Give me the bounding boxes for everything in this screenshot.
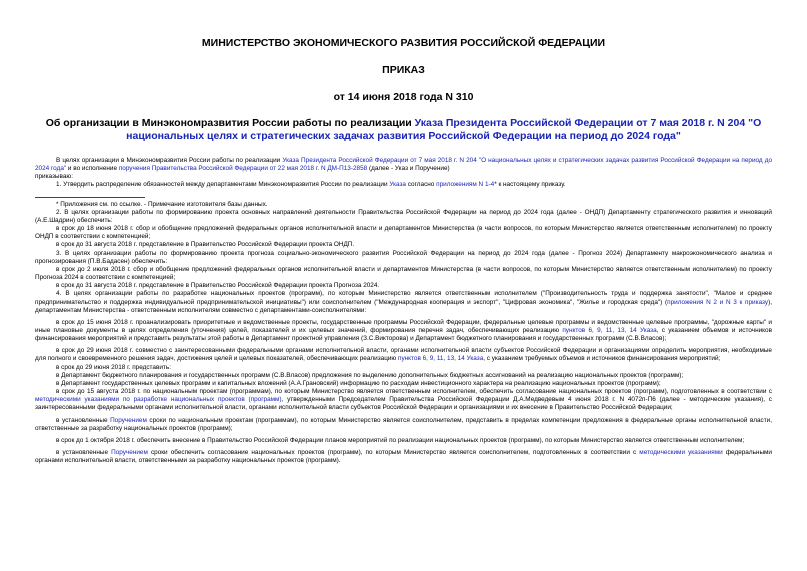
ukaz-points-link[interactable]: пунктов 6, 9, 11, 13, 14 Указа bbox=[398, 355, 484, 363]
footnote: * Приложения см. по ссылке. - Примечание изготовителя базы данных. bbox=[56, 200, 268, 208]
poruchenie-link[interactable]: Поручением bbox=[110, 416, 147, 424]
item-4-text: в установленные bbox=[56, 416, 111, 424]
ukaz-points-link[interactable]: пунктов 6, 9, 11, 13, 14 Указа bbox=[562, 326, 657, 334]
item-1 bbox=[35, 181, 772, 189]
item-4-jun29b-1: в Департамент бюджетного планирования и государственных программ (С.В.Власов) предложения по выделению дополнительных бюджетных ассигнований на реализацию национальных проектов (программ); bbox=[56, 371, 684, 379]
item-4-text: федеральными органами исполнительной власти, ответственными за разработку национальных проектов (программ). bbox=[35, 449, 773, 465]
item-2: 2. В целях организации работы по формированию проекта основных направлений деятельности Правительства Российской Федерации на период до 2024 года (далее - ОНДП) Департаменту стратегического развития и инноваций (А.Е.Шадрин) обеспечить: bbox=[35, 208, 772, 224]
item-4-text: , утвержденными Председателем Правительства Российской Федерации Д.А.Медведевым 4 июня 2018 г. N 4072п-П6 (далее - методические указания), с заинтересованными федеральными органами исполнительной власти, органами исполнительной власти субъектов Российской Федерации и организациями и их внесение в Правительство Российской Федерации; bbox=[35, 396, 772, 412]
ministry-name: МИНИСТЕРСТВО ЭКОНОМИЧЕСКОГО РАЗВИТИЯ РОССИЙСКОЙ ФЕДЕРАЦИИ bbox=[201, 37, 606, 49]
poruchenie-link[interactable]: поручения Правительства Российской Федерации от 22 мая 2018 г. N ДМ-П13-2858 bbox=[118, 165, 368, 173]
item-4-text: в срок до 29 июня 2018 г. совместно с заинтересованными федеральными органами исполнительной власти, органами исполнительной власти субъектов Российской Федерации и организациями определить мероприятия, необходимые для полного и своевременного решения задач, достижения целей и целевых показателей, обеспечивающих реализацию bbox=[35, 347, 772, 363]
item-4-jun15 bbox=[35, 319, 772, 343]
method-guidelines-link[interactable]: методическими указаниями по разработке национальных проектов (программ) bbox=[35, 396, 282, 404]
item-3-a: в срок до 2 июля 2018 г. сбор и обобщение предложений федеральных органов исполнительной власти и департаментов Министерства (в части вопросов, по которым Министерство является ответственным исполнителем) по проекту Прогноза 2024 в соответствии с компетенцией; bbox=[35, 265, 772, 282]
appendix-link[interactable]: приложения N 2 и N 3 к приказу bbox=[667, 298, 769, 306]
item-3: 3. В целях организации работы по формированию проекта прогноза социально-экономического развития Российской Федерации на период до 2024 года (далее - Прогноз 2024) Департаменту макроэкономического анализа и прогнозирования (П.В.Бадасен) обеспечить: bbox=[35, 249, 772, 265]
item-4-poruchenie-2 bbox=[35, 449, 772, 465]
item-4-text: , с указанием требуемых объемов и источников финансирования мероприятий; bbox=[483, 355, 721, 363]
item-4-text: 4. В целях организации работы по разработке национальных проектов (программ), по которым Министерство является ответственным исполнителем ("Производительность труда и поддержка занятости", "Малое и среднее предпринимательство и поддержка индивидуальной предпринимательской инициативы") или соисполнителем ("Международная кооперация и экспорт", "Цифровая экономика", "Жилье и городская среда") ( bbox=[35, 290, 772, 306]
doc-title-text: Об организации в Минэкономразвития России работы по реализации bbox=[45, 117, 415, 129]
item-2-a: в срок до 18 июня 2018 г. сбор и обобщение предложений федеральных органов исполнительной власти и департаментов Министерства (в части вопросов, по которым Министерство является ответственным исполнителем) по проекту ОНДП в соответствии с компетенцией; bbox=[35, 225, 772, 241]
poruchenie-link[interactable]: Поручением bbox=[111, 449, 148, 456]
item-1-text: * к настоящему приказу. bbox=[494, 181, 566, 189]
intro-text: В целях организации в Минэкономразвития России работы по реализации bbox=[56, 157, 283, 164]
item-4 bbox=[35, 290, 772, 314]
order-word: приказываю: bbox=[35, 173, 73, 181]
appendix-link[interactable]: приложениям N 1-4 bbox=[436, 181, 495, 189]
item-1-text: согласно bbox=[406, 181, 437, 189]
item-4-text: в установленные bbox=[56, 449, 112, 456]
item-4-jun29a bbox=[35, 347, 772, 363]
item-4-jun29b-2: в Департамент государственных целевых программ и капитальных вложений (А.А.Грановский) информацию по расходам инвестиционного характера на реализацию национальных проектов (программ); bbox=[56, 379, 661, 387]
doc-title bbox=[35, 104, 772, 143]
item-4-poruchenie-1 bbox=[35, 417, 772, 433]
item-1-text: 1. Утвердить распределение обязанностей между департаментами Минэкономразвития России по реализации bbox=[56, 181, 390, 189]
doc-title-link[interactable]: Указа Президента Российской Федерации от 7 мая 2018 г. N 204 "О национальных целях и стратегических задачах развития Российской Федерации на период до 2024 года" bbox=[126, 117, 762, 142]
ukaz-link[interactable]: Указа bbox=[389, 181, 406, 189]
intro-paragraph bbox=[35, 157, 772, 173]
intro-text: (далее - Указ и Поручение) bbox=[367, 165, 450, 173]
item-2-b: в срок до 31 августа 2018 г. представление в Правительство Российской Федерации проекта ОНДП. bbox=[56, 241, 355, 249]
document-body bbox=[35, 157, 772, 465]
item-4-text: , с указанием объемов и источников финансирования мероприятий и представить результаты этой работы в Департамент проектной управления (З.С.Викторова) и Департамент бюджетного планирования и государственных программ (С.В.Власов); bbox=[35, 326, 772, 343]
item-4-oct1: в срок до 1 октября 2018 г. обеспечить внесение в Правительство Российской Федерации планов мероприятий по реализации национальных проектов (программ), по которым Министерство является ответственным исполнителем; bbox=[56, 436, 745, 444]
item-4-text: сроки по национальным проектам (программам), по которым Министерство является соисполнителем, представить в пределах компетенции предложения в федеральные органы исполнительной власти, ответственные за разработку национальных проектов (программ); bbox=[35, 416, 772, 432]
item-3-b: в срок до 31 августа 2018 г. представление в Правительство Российской Федерации проекта Прогноза 2024. bbox=[56, 282, 380, 290]
item-4-text: в срок до 15 августа 2018 г. по национальным проектам (программам), по которым Министерство является ответственным исполнителем, обеспечить согласование национальных проектов (программ), подготовленных в соответствии с bbox=[56, 388, 772, 396]
item-4-text: ), департаментам Министерства - ответственным исполнителям совместно с департаментами-соисполнителями: bbox=[35, 298, 773, 314]
doc-date-number: от 14 июня 2018 года N 310 bbox=[333, 91, 474, 103]
method-guidelines-link[interactable]: методическими указаниями bbox=[639, 449, 723, 456]
intro-text: и во исполнение bbox=[66, 165, 119, 173]
doc-type: ПРИКАЗ bbox=[382, 64, 425, 76]
item-4-jun29b: в срок до 29 июня 2018 г. представить: bbox=[56, 363, 171, 371]
item-4-aug15 bbox=[35, 388, 772, 412]
item-4-text: в срок до 15 июня 2018 г. проанализировать приоритетные и ведомственные проекты, государственные программы Российской Федерации, федеральные целевые программы и ведомственные целевые программы, "дорожные карты" и иные плановые документы в целях определения (уточнения) целей, показателей и их целевых значений, формирования перечня задач, обеспечивающих реализацию bbox=[35, 318, 772, 334]
ukaz-link[interactable]: Указа Президента Российской Федерации от 7 мая 2018 г. N 204 "О национальных целях и стратегических задачах развития Российской Федерации на период до 2024 года" bbox=[35, 157, 773, 173]
footnote-separator bbox=[35, 197, 145, 198]
item-4-text: сроки обеспечить согласование национальных проектов (программ), по которым Министерство является соисполнителем, подготовленных в соответствии с bbox=[147, 449, 640, 456]
